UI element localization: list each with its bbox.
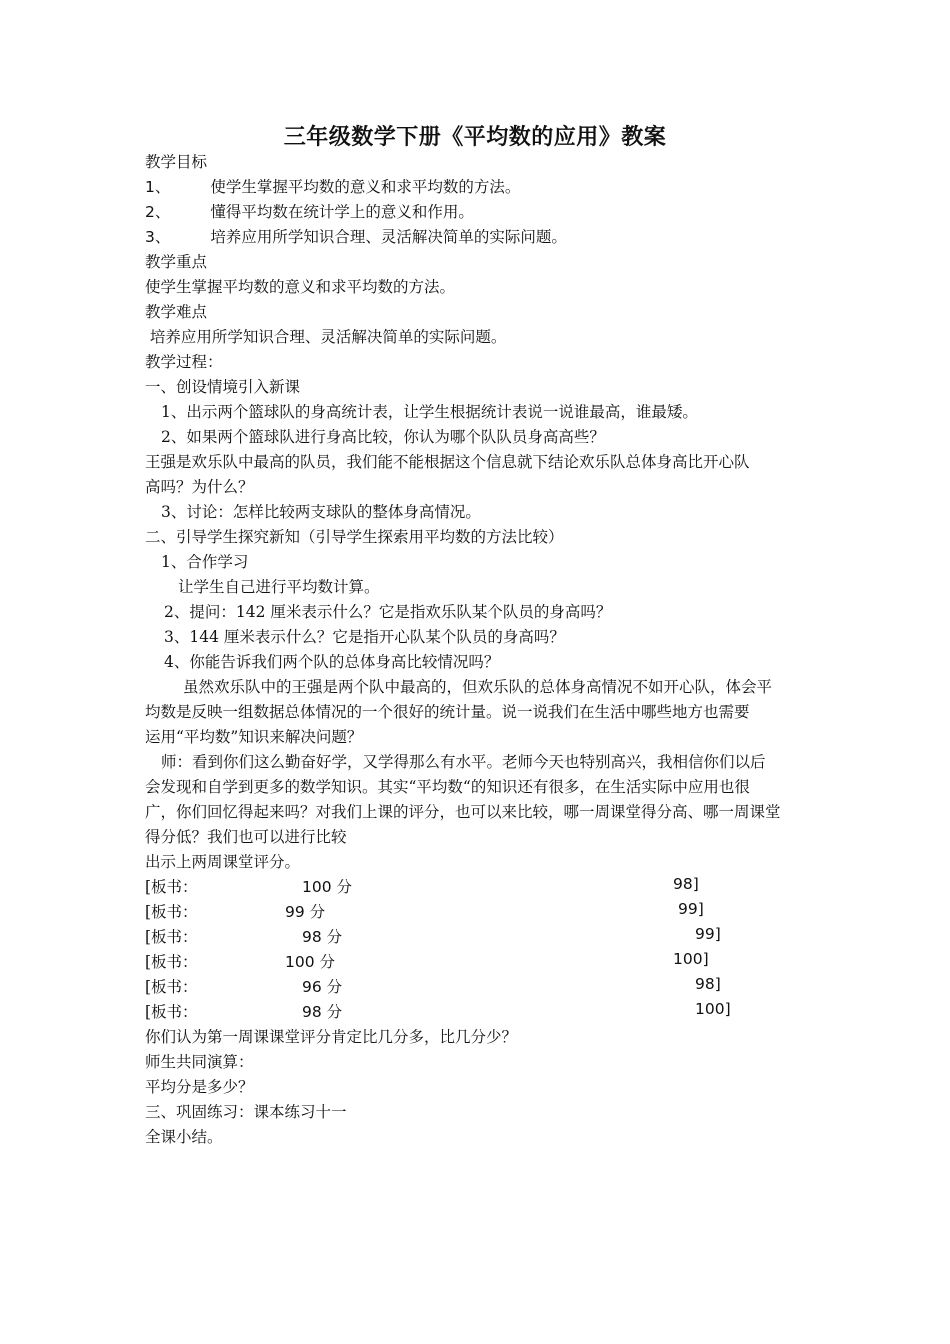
goals-heading: 教学目标 [145,153,208,171]
board-score: 96 分 [302,978,343,996]
board-label: [板书： [145,928,198,946]
board-score-end: 99] [695,925,721,943]
section-3-heading: 三、巩固练习：课本练习十一 [145,1103,347,1121]
board-label: [板书： [145,1003,198,1021]
question: 师生共同演算： [145,1053,254,1071]
board-score: 100 分 [285,953,336,971]
board-label: [板书： [145,878,198,896]
board-label: [板书： [145,953,198,971]
goal-item [145,175,810,200]
question: 平均分是多少？ [145,1078,254,1096]
goal-text: 懂得平均数在统计学上的意义和作用。 [210,203,474,221]
question: 你们认为第一周课课堂评分肯定比几分多，比几分少？ [145,1028,518,1046]
board-score-end: 98] [695,975,721,993]
board-score: 100 分 [302,878,353,896]
goal-item [145,200,810,225]
section-2-item: 3、144 厘米表示什么？它是指开心队某个队员的身高吗？ [164,628,565,646]
paragraph-1: 均数是反映一组数据总体情况的一个很好的统计量。说一说我们在生活中哪些地方也需要 [145,703,750,721]
document-title: 三年级数学下册《平均数的应用》教案 [283,125,667,150]
section-2-subitem: 让学生自己进行平均数计算。 [178,578,380,596]
section-2-heading: 二、引导学生探究新知（引导学生探索用平均数的方法比较） [145,528,564,546]
section-1-paragraph: 高吗？为什么？ [145,478,254,496]
process-heading: 教学过程： [145,353,223,371]
board-score: 99 分 [285,903,326,921]
paragraph-1: 虽然欢乐队中的王强是两个队中最高的，但欢乐队的总体身高情况不如开心队，体会平 [183,678,773,696]
section-2-item: 1、合作学习 [161,553,249,571]
difficulty-text: 培养应用所学知识合理、灵活解决简单的实际问题。 [145,328,507,346]
section-1-heading: 一、创设情境引入新课 [145,378,301,396]
section-2-item: 4、你能告诉我们两个队的总体身高比较情况吗？ [164,653,500,671]
section-2-item: 2、提问：142 厘米表示什么？它是指欢乐队某个队员的身高吗？ [164,603,612,621]
key-text: 使学生掌握平均数的意义和求平均数的方法。 [145,278,456,296]
show-scores: 出示上两周课堂评分。 [145,853,301,871]
paragraph-1: 运用“平均数”知识来解决问题？ [145,728,363,746]
goal-number: 1、 [145,178,171,196]
paragraph-2: 得分低？我们也可以进行比较 [145,828,347,846]
goal-text: 培养应用所学知识合理、灵活解决简单的实际问题。 [210,228,567,246]
difficulty-heading: 教学难点 [145,303,208,321]
section-1-item: 3、讨论：怎样比较两支球队的整体身高情况。 [161,503,481,521]
section-1-item: 2、如果两个篮球队进行身高比较，你认为哪个队队员身高高些？ [161,428,605,446]
board-score: 98 分 [302,928,343,946]
goal-item [145,225,810,250]
paragraph-2: 广，你们回忆得起来吗？对我们上课的评分，也可以来比较，哪一周课堂得分高、哪一周课堂 [145,803,781,821]
board-label: [板书： [145,978,198,996]
summary: 全课小结。 [145,1128,223,1146]
board-score-end: 98] [673,875,699,893]
paragraph-2: 会发现和自学到更多的数学知识。其实“平均数“的知识还有很多，在生活实际中应用也很 [145,778,750,796]
goal-text: 使学生掌握平均数的意义和求平均数的方法。 [210,178,521,196]
key-heading: 教学重点 [145,253,208,271]
board-score: 98 分 [302,1003,343,1021]
board-label: [板书： [145,903,198,921]
section-1-paragraph: 王强是欢乐队中最高的队员，我们能不能根据这个信息就下结论欢乐队总体身高比开心队 [145,453,750,471]
board-score-end: 99] [678,900,704,918]
goal-number: 2、 [145,203,171,221]
section-1-item: 1、出示两个篮球队的身高统计表，让学生根据统计表说一说谁最高，谁最矮。 [161,403,698,421]
board-score-end: 100] [673,950,709,968]
paragraph-2: 师：看到你们这么勤奋好学，又学得那么有水平。老师今天也特别高兴，我相信你们以后 [161,753,766,771]
goal-number: 3、 [145,228,171,246]
board-score-end: 100] [695,1000,731,1018]
